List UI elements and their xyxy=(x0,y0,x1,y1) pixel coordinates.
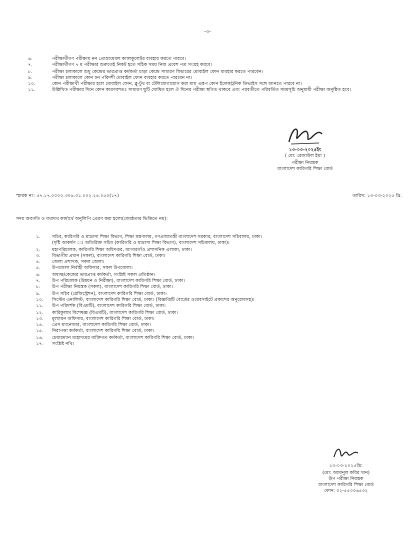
signature-icon xyxy=(285,122,325,148)
distribution-item-text: উপ পরীক্ষা নিয়ন্ত্রক (সকল), বাংলাদেশ কারিগরি শিক্ষা বোর্ড, ঢাকা। xyxy=(52,285,173,291)
distribution-item-number: ৫. xyxy=(36,266,41,272)
rule-item-number: ১০. xyxy=(28,82,36,88)
distribution-item-number: ১৪. xyxy=(36,323,44,329)
distribution-item-text: মূল্যায়ন অফিসার, বাংলাদেশ কারিগরি শিক্ষা বোর্ড, ঢাকা। xyxy=(52,316,155,322)
memo-date-value: ১৩-০৩-২০২৫ খ্রি. xyxy=(367,194,402,199)
distribution-item-number: ৯. xyxy=(36,291,41,297)
signature-block-controller xyxy=(245,122,365,173)
distribution-item-text: মহাপরিচালক, কারিগরি শিক্ষা অধিদপ্তর, আগারগাঁও প্রশাসনিক এলাকা, ঢাকা। xyxy=(52,247,192,253)
signature2-title: উপ পরীক্ষা নিয়ন্ত্রক xyxy=(328,476,364,482)
signature-icon xyxy=(331,445,361,461)
distribution-item-text: সচিব, কারিগরি ও মাদ্রাসা শিক্ষা বিভাগ, শিক্ষা মন্ত্রণালয়, গণপ্রজাতন্ত্রী বাংলাদেশ সরকার, বাংলাদেশ সচিবালয়, ঢাকা। xyxy=(52,235,263,240)
rule-item-number: ৯. xyxy=(28,75,33,81)
distribution-item-text: উপ সচিব (রেজিস্ট্রেশন), বাংলাদেশ কারিগরি শিক্ষা বোর্ড, ঢাকা। xyxy=(52,291,167,297)
memo-reference xyxy=(16,194,119,200)
rule-item-text: পরীক্ষা চলাকালে শুধু কেন্দ্রের ভারপ্রাপ্ত কর্মকর্তা চাড়া কেন্দ্রে সাধারণ ফিচারের মোবাইল ফোন ব্যবহার করতে পারবেন। xyxy=(52,69,264,75)
rule-item-number: ৭. xyxy=(28,63,33,69)
distribution-item-number: ৬. xyxy=(36,272,41,278)
distribution-item-number: ৪. xyxy=(36,260,41,266)
distribution-item-number: ১৬. xyxy=(36,335,44,341)
rules-list xyxy=(28,57,388,95)
distribution-item-number: ১৫. xyxy=(36,329,44,335)
distribution-item-number: ১০. xyxy=(36,297,44,303)
distribution-item-number: ১১. xyxy=(36,304,44,310)
signature-block-deputy xyxy=(296,445,396,496)
signature2-name: (মো: আমানুল কবির খান) xyxy=(322,470,370,476)
distribution-item-text: জেলা প্রশাসক, সকল জেলা। xyxy=(52,260,105,266)
distribution-item-text: অধ্যক্ষ/কেন্দ্রের ভারপ্রাপ্ত কর্মকর্তা, সংশ্লিষ্ট সকল প্রতিষ্ঠান। xyxy=(52,272,156,278)
distribution-item-number: ৮. xyxy=(36,285,41,291)
signature2-office: বাংলাদেশ কারিগরি শিক্ষা বোর্ড xyxy=(318,483,374,489)
distribution-item-text: উপ পরিচালক (উন্নয়ন ও নিরীক্ষা), বাংলাদেশ কারিগরি শিক্ষা বোর্ড, ঢাকা। xyxy=(52,279,185,285)
rule-item-text: পরীক্ষা চলাকালে কোন ঢন পরিদর্শী মোবাইল ফোন ব্যবহার করতে পারবেন না। xyxy=(52,75,192,81)
distribution-item-text: সংশ্লিষ্ট নথি। xyxy=(52,342,75,348)
distribution-item-number: ৩. xyxy=(36,253,41,259)
rule-item-text: পরীক্ষার্থীগণ পরীক্ষায় নন প্রোগ্রামেবল ক্যালকুলেটর ব্যবহার করতে পারবে। xyxy=(52,57,186,62)
distribution-item-text: প্রেস ম্যানেজার, বাংলাদেশ কারিগরি শিক্ষা বোর্ড, ঢাকা। xyxy=(52,323,151,329)
distribution-item-text: কারিকুলাম বিশেষজ্ঞ (বিএমটি), বাংলাদেশ কারিগরি শিক্ষা বোর্ড, ঢাকা। xyxy=(52,310,178,316)
distribution-item-text: বিভাগীয় প্রধান (সকল), বাংলাদেশ কারিগরি শিক্ষা বোর্ড, ঢাকা। xyxy=(52,253,166,259)
memo-date-label: তারিখ: xyxy=(352,194,366,199)
distribution-item xyxy=(36,342,396,348)
rule-item-text: পরীক্ষার্থীগণ ৭ ম পরীক্ষার শুরুতেই নিকট হতে সঠিক সময় নিজ প্রবেশ পত্র সংগ্রহ করবে। xyxy=(52,63,212,69)
distribution-item-text: সিস্টেম এনালিস্ট, বাংলাদেশ কারিগরি শিক্ষা বোর্ড, ঢাকা। (বিজ্ঞপ্তিটি বোর্ডের ওয়েবসাইটে প্রকাশের অনুরোধসহ)। xyxy=(52,297,255,303)
distribution-item-text: নিরাপত্তা কর্মকর্তা, বাংলাদেশ কারিগরি শিক্ষা বোর্ড, ঢাকা। xyxy=(52,329,155,335)
rule-item-text: উল্লিখিত পরীক্ষার দিনে কোন কারণবশতঃ সাধারণ ছুটি ঘোষিত হলে ঐ দিনের পরীক্ষা স্থগিত থাকবে এবং পরবর্তীতে পরিবর্তিত সময়সূচি অনুযায়ী পরীক্ষা অনুষ্ঠিত হবে। xyxy=(52,88,351,94)
rule-item-number: ১১. xyxy=(28,88,36,94)
distribution-item-number: ১৩. xyxy=(36,316,44,322)
rule-item-number: ৮. xyxy=(28,69,33,75)
memo-ref-number: ৫৭.১৭.০০০০.৩০৬.৩১.০০২.২৪.০৫০(১৭) xyxy=(36,194,119,199)
distribution-item-number: ৭. xyxy=(36,279,41,285)
memo-line xyxy=(16,194,402,202)
distribution-list xyxy=(36,235,396,348)
memo-date xyxy=(352,194,402,200)
signature1-date: ১৩-০৩-২০২৫ইং xyxy=(288,148,322,153)
distribution-item-text: উপজেলা নির্বাহী অফিসার, সকল উপজেলা। xyxy=(52,266,133,272)
signature2-phone: ফোন: ০২-৫৫০০৬৫৩২ xyxy=(324,489,368,495)
signature1-office: বাংলাদেশ কারিগরি শিক্ষা বোর্ড xyxy=(277,166,333,172)
distribution-intro: সদয় অবগতি ও যথাযথ কার্যার্থে অনুলিপি প্রেরণ করা হলো(জ্যেষ্ঠতার ভিত্তিতে নয়): xyxy=(16,217,168,222)
rule-item-text: কোন পরীক্ষার্থী পরীক্ষার হলে মোবাইল ফোন, ব্লু-টুথ বা টেলিযোগাযোগ করা যায় এরূপ কোন ইলেকট্রনিক ডিভাইস সঙ্গে আনতে পারবে না। xyxy=(52,82,302,88)
signature1-title: পরীক্ষা নিয়ন্ত্রক xyxy=(291,160,319,166)
distribution-item-text: (দৃষ্টি আকর্ষণ ঃ অতিরিক্ত সচিব (কারিগরি ও মাদ্রাসা শিক্ষা বিভাগ), বাংলাদেশ সচিবালয়, ঢাকা)। xyxy=(52,241,230,247)
memo-ref-label: স্মারক নং: xyxy=(16,194,35,199)
rule-item-number: ৬. xyxy=(28,57,33,62)
page-number: -৩- xyxy=(204,29,211,35)
rule-item xyxy=(28,88,388,94)
distribution-item-number: ১২. xyxy=(36,310,44,316)
signature2-date: ১৩-০৩-২০২৫খ্রি: xyxy=(329,464,363,470)
distribution-item-number: ১৭. xyxy=(36,342,44,348)
signature1-name: ( মো: রেজাউল ইয়া ) xyxy=(285,154,325,160)
distribution-item-text: উপ পরিদর্শক (বিএমটি), বাংলাদেশ কারিগরি শিক্ষা বোর্ড, ঢাকা। xyxy=(52,304,166,310)
distribution-item-number: ২. xyxy=(36,247,41,253)
distribution-item-number: ১. xyxy=(36,235,41,240)
distribution-item-text: চেয়ারম্যান মহোদয়ের ব্যক্তিগত কর্মকর্তা, বাংলাদেশ কারিগরি শিক্ষা বোর্ড, ঢাকা। xyxy=(52,335,195,341)
